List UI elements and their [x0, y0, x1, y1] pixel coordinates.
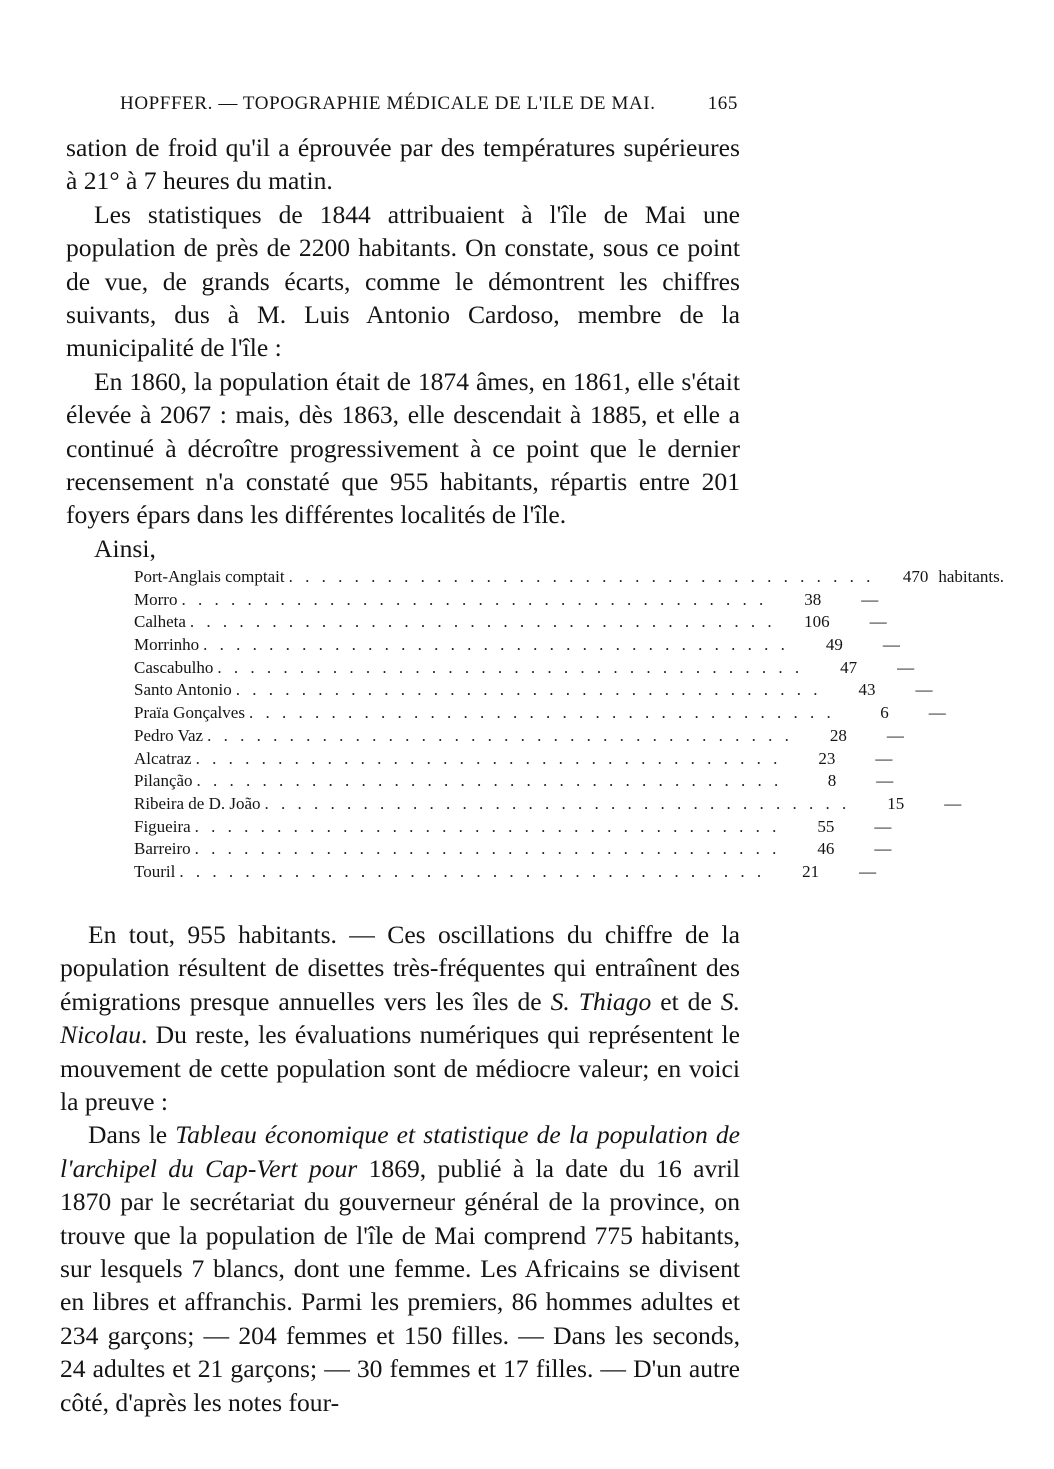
running-title: HOPFFER. — TOPOGRAPHIE MÉDICALE DE L'ILE DE MAI.	[120, 93, 656, 114]
place-nicolau: S. Nicolau	[60, 986, 740, 1050]
inhabitant-count: 43	[858, 680, 876, 700]
dot-leader: . . . . . . . . . . . . . . . . . . . . . . . . . . . . . . . . . . . .	[203, 635, 789, 655]
place-name: Calheta	[134, 612, 186, 632]
dot-leader: . . . . . . . . . . . . . . . . . . . . . . . . . . . . . . . . . . . .	[194, 816, 781, 836]
unit-label: —	[944, 793, 962, 813]
place-name: Ribeira de D. João	[134, 793, 261, 813]
dot-leader: . . . . . . . . . . . . . . . . . . . . . . . . . . . . . . . . . . . .	[264, 793, 851, 813]
paragraph-total	[60, 918, 740, 1118]
place-name: Touril	[134, 861, 176, 881]
dot-leader: . . . . . . . . . . . . . . . . . . . . . . . . . . . . . . . . . . . .	[207, 725, 793, 745]
population-row	[134, 793, 962, 816]
place-name: Port-Anglais comptait	[134, 567, 285, 586]
inhabitant-count: 23	[818, 748, 836, 768]
dot-leader: . . . . . . . . . . . . . . . . . . . . . . . . . . . . . . . . . . . .	[195, 748, 782, 768]
place-name: Figueira	[134, 816, 191, 836]
population-row	[134, 566, 1005, 589]
unit-label: habitants.	[938, 567, 1005, 586]
unit-label: —	[875, 748, 893, 768]
inhabitant-count: 15	[887, 793, 905, 813]
dot-leader: . . . . . . . . . . . . . . . . . . . . . . . . . . . . . . . . . . . .	[181, 589, 768, 609]
place-name: Pedro Vaz	[134, 725, 204, 745]
dot-leader: . . . . . . . . . . . . . . . . . . . . . . . . . . . . . . . . . . . .	[235, 680, 822, 700]
place-name: Barreiro	[134, 839, 191, 859]
dot-leader: . . . . . . . . . . . . . . . . . . . . . . . . . . . . . . . . . . . .	[196, 771, 783, 791]
place-name: Pilanção	[134, 771, 193, 791]
unit-label: —	[928, 703, 946, 723]
population-list	[134, 566, 1005, 884]
place-name: Praïa Gonçalves	[134, 703, 245, 723]
paragraph-tableau	[60, 1118, 740, 1419]
inhabitant-count: 8	[827, 771, 837, 791]
inhabitant-count: 21	[802, 861, 820, 881]
inhabitant-count: 47	[840, 657, 858, 677]
population-row	[134, 634, 900, 657]
unit-label: —	[886, 725, 904, 745]
body-text-bottom	[60, 918, 740, 1419]
population-row	[134, 816, 892, 839]
total-text-1: En tout, 955 habitants. — Ces oscillations du chiffre de la population résultent de disettes très-fréquentes qui entraînent des émigrations presque annuelles vers les îles de	[60, 920, 740, 1016]
inhabitant-count: 470	[902, 567, 929, 586]
inhabitant-count: 106	[804, 612, 830, 632]
place-name: Cascabulho	[134, 657, 214, 677]
population-row	[134, 679, 933, 702]
inhabitant-count: 38	[804, 589, 822, 609]
dot-leader: . . . . . . . . . . . . . . . . . . . . . . . . . . . . . . . . . . . .	[179, 861, 766, 881]
place-name: Alcatraz	[134, 748, 192, 768]
unit-label: —	[882, 635, 900, 655]
running-header	[120, 93, 738, 115]
unit-label: —	[861, 589, 879, 609]
population-row	[134, 589, 879, 612]
tableau-text-1: Dans le	[88, 1120, 176, 1150]
place-thiago: S. Thiago	[550, 986, 652, 1016]
inhabitant-count: 28	[829, 725, 847, 745]
place-name: Morrinho	[134, 635, 200, 655]
inhabitant-count: 6	[880, 703, 889, 723]
population-row	[134, 702, 946, 725]
population-row	[134, 770, 894, 793]
dot-leader: . . . . . . . . . . . . . . . . . . . . . . . . . . . . . . . . . . . .	[248, 703, 835, 723]
unit-label: —	[915, 680, 933, 700]
paragraph-population: En 1860, la population était de 1874 âmes, en 1861, elle s'était élevée à 2067 : mais, dès 1863, elle descendait à 1885, et elle a continué à décroître progressivement à ce point que le dernier recensement n'a constaté que 955 habitants, répartis entre 201 foyers épars dans les différentes localités de l'île.	[66, 366, 740, 530]
inhabitant-count: 55	[817, 816, 835, 836]
total-text-2: et de	[651, 986, 721, 1016]
unit-label: —	[869, 612, 887, 632]
paragraph-continuation: sation de froid qu'il a éprouvée par des températures supérieures à 21° à 7 heures du matin.	[66, 133, 740, 196]
tableau-title: Tableau économique et statistique de la population de l'archipel du Cap-Vert pour	[60, 1120, 740, 1183]
body-text-top	[66, 131, 740, 565]
dot-leader: . . . . . . . . . . . . . . . . . . . . . . . . . . . . . . . . . . . .	[194, 839, 781, 859]
population-row	[134, 611, 887, 634]
inhabitant-count: 49	[825, 635, 843, 655]
dot-leader: . . . . . . . . . . . . . . . . . . . . . . . . . . . . . . . . . . . .	[189, 612, 776, 632]
unit-label: —	[874, 839, 892, 859]
paragraph-statistics: Les statistiques de 1844 attribuaient à l'île de Mai une population de près de 2200 habitants. On constate, sous ce point de vue, de grands écarts, comme le démontrent les chiffres suivants, dus à M. Luis Antonio Cardoso, membre de la municipalité de l'île :	[66, 199, 740, 363]
tableau-text-2: 1869, publié à la date du 16 avril 1870 par le secrétariat du gouverneur général de la province, on trouve que la population de l'île de Mai comprend 775 habitants, sur lesquels 7 blancs, dont une femme. Les Africains se divisent en libres et affranchis. Parmi les premiers, 86 hommes adultes et 234 garçons; — 204 femmes et 150 filles. — Dans les seconds, 24 adultes et 21 garçons; — 30 femmes et 17 filles. — D'un autre côté, d'après les notes four-	[60, 1153, 741, 1417]
population-row	[134, 657, 915, 680]
population-row	[134, 861, 877, 884]
total-text-3: . Du reste, les évaluations numériques qui représentent le mouvement de cette population sont de médiocre valeur; en voici la preuve :	[60, 1020, 740, 1117]
paragraph-ainsi: Ainsi,	[94, 533, 156, 563]
population-row	[134, 725, 904, 748]
unit-label: —	[876, 771, 894, 791]
inhabitant-count: 46	[817, 839, 835, 859]
page-number: 165	[707, 93, 738, 114]
dot-leader: . . . . . . . . . . . . . . . . . . . . . . . . . . . . . . . . . . . .	[217, 657, 804, 677]
unit-label: —	[859, 861, 877, 881]
dot-leader: . . . . . . . . . . . . . . . . . . . . . . . . . . . . . . . . . . . .	[288, 567, 875, 586]
unit-label: —	[874, 816, 892, 836]
population-row	[134, 748, 893, 771]
population-row	[134, 838, 892, 861]
place-name: Santo Antonio	[134, 680, 232, 700]
place-name: Morro	[134, 589, 178, 609]
unit-label: —	[897, 657, 915, 677]
